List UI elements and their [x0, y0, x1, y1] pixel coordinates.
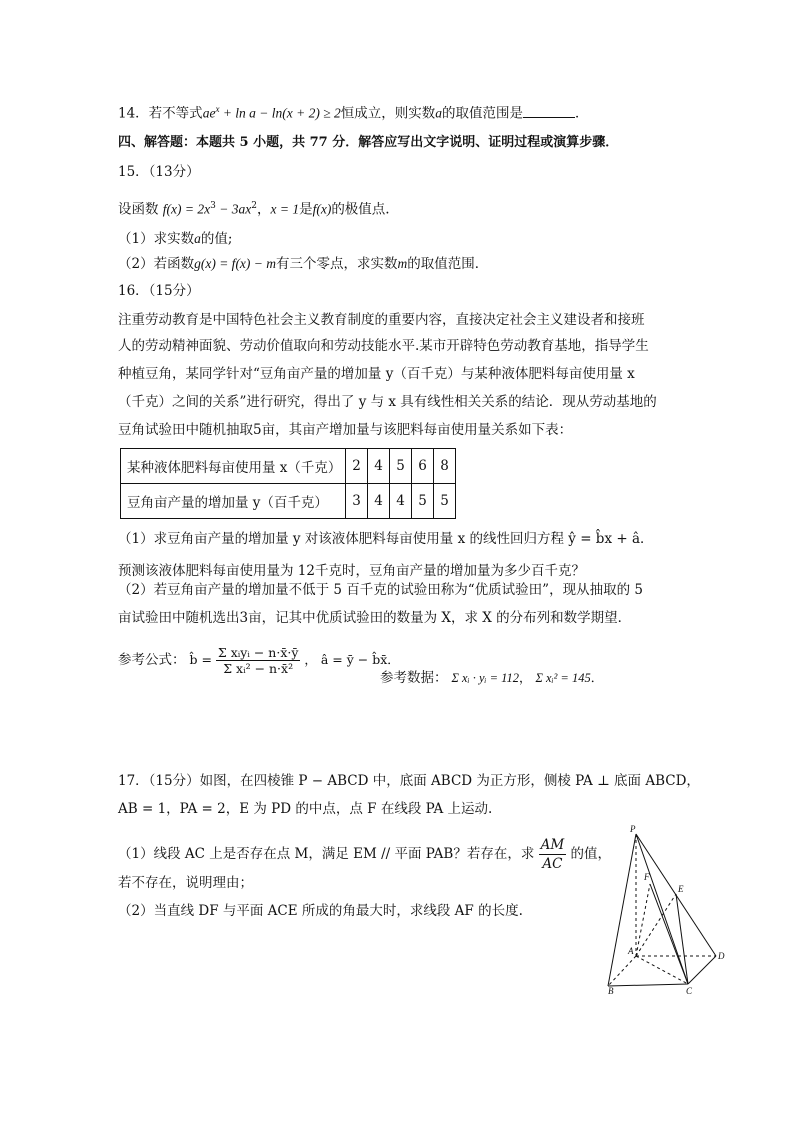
reference-data: 参考数据： Σ xᵢ · yᵢ = 112， Σ xᵢ² = 145． [380, 670, 604, 686]
answer-blank [523, 105, 575, 118]
table-cell: 某种液体肥料每亩使用量 x（千克） [121, 449, 346, 484]
section-heading: 四、解答题：本题共 5 小题，共 77 分．解答应写出文字说明、证明过程或演算步骤． [118, 135, 619, 150]
label-c: C [686, 986, 693, 996]
label-e: E [678, 884, 684, 894]
label-d: D [718, 951, 725, 961]
question-16-part1-line2: 预测该液体肥料每亩使用量为 12千克时，豆角亩产量的增加量为多少百千克？ [118, 563, 585, 579]
table-cell: 3 [346, 484, 368, 519]
question-16-part2-line2: 亩试验田中随机选出3亩，记其中优质试验田的数量为 X，求 X 的分布列和数学期望． [118, 610, 632, 626]
label-a: A [628, 946, 634, 956]
question-16-para-3: 种植豆角，某同学针对“豆角亩产量的增加量 y（百千克）与某种液体肥料每亩使用量 x [118, 366, 635, 382]
regression-fraction: $\frac{\text{Σ xᵢyᵢ − n·x̄·ȳ}}{\text{Σ xᵢ² − n·x̄²}}$ [217, 645, 299, 676]
question-15-part1: （1）求实数a的值; [118, 231, 233, 247]
table-cell: 8 [434, 449, 456, 484]
table-cell: 6 [412, 449, 434, 484]
question-16-para-2: 人的劳动精神面貌、劳动价值取向和劳动技能水平.某市开辟特色劳动教育基地，指导学生 [118, 338, 649, 354]
table-row [121, 484, 456, 519]
table-cell: 4 [390, 484, 412, 519]
question-15-intro: 设函数 $f(x) = 2x^3 - 3ax^2$，x = 1是f(x)的极值点. [118, 201, 390, 218]
question-16-part2-line1: （2）若豆角亩产量的增加量不低于 5 百千克的试验田称为“优质试验田”，现从抽取的 5 [118, 582, 643, 598]
question-15-part2: （2）若函数g(x) = f(x) − m有三个零点，求实数m的取值范围． [118, 256, 489, 272]
question-16-part1-line1: （1）求豆角亩产量的增加量 y 对该液体肥料每亩使用量 x 的线性回归方程 ŷ = b̂x + â． [118, 531, 654, 547]
label-f: F [644, 872, 650, 882]
question-17-part1: （1）线段 AC 上是否存在点 M，满足 EM // 平面 PAB？若存在，求 $\frac{AM}{AC}$ 的值， [118, 837, 611, 872]
table-row [121, 449, 456, 484]
reference-formula: 参考公式： b̂ = $\frac{\text{Σ xᵢyᵢ − n·x̄·ȳ}}{\text{Σ xᵢ² − n·x̄²}}$ ， â = ȳ − b̂x̄． [118, 645, 400, 676]
table-cell: 4 [368, 484, 390, 519]
label-b: B [608, 986, 614, 996]
question-15-header: 15．（13分） [118, 164, 200, 180]
pyramid-figure [600, 822, 740, 1000]
question-17-line2: AB = 1，PA = 2，E 为 PD 的中点，点 F 在线段 PA 上运动. [118, 801, 493, 817]
label-p: P [630, 824, 636, 834]
table-cell: 2 [346, 449, 368, 484]
table-cell: 豆角亩产量的增加量 y（百千克） [121, 484, 346, 519]
question-16-para-1: 注重劳动教育是中国特色社会主义教育制度的重要内容，直接决定社会主义建设者和接班 [118, 312, 645, 328]
question-17-part1-line2: 若不存在，说明理由； [118, 875, 253, 891]
question-16-para-5: 豆角试验田中随机抽取5亩，其亩产增加量与该肥料每亩使用量关系如下表： [118, 422, 573, 438]
question-16-para-4: （千克）之间的关系”进行研究，得出了 y 与 x 具有线性相关关系的结论．现从劳动基地的 [118, 394, 657, 410]
table-cell: 5 [390, 449, 412, 484]
table-cell: 5 [412, 484, 434, 519]
question-17-line1: 17．（15分）如图，在四棱锥 P − ABCD 中，底面 ABCD 为正方形，侧棱 PA ⊥ 底面 ABCD， [118, 773, 700, 789]
ratio-fraction: $\frac{AM}{AC}$ [540, 837, 565, 872]
data-table [120, 448, 456, 519]
question-16-header: 16．（15分） [118, 283, 200, 299]
table-cell: 4 [368, 449, 390, 484]
table-cell: 5 [434, 484, 456, 519]
question-17-part2: （2）当直线 DF 与平面 ACE 所成的角最大时，求线段 AF 的长度. [118, 903, 523, 919]
question-14: 14．若不等式$ae^x + \ln a - \ln(x + 2) \ge 2$恒成立，则实数a的取值范围是 ． [118, 104, 589, 122]
